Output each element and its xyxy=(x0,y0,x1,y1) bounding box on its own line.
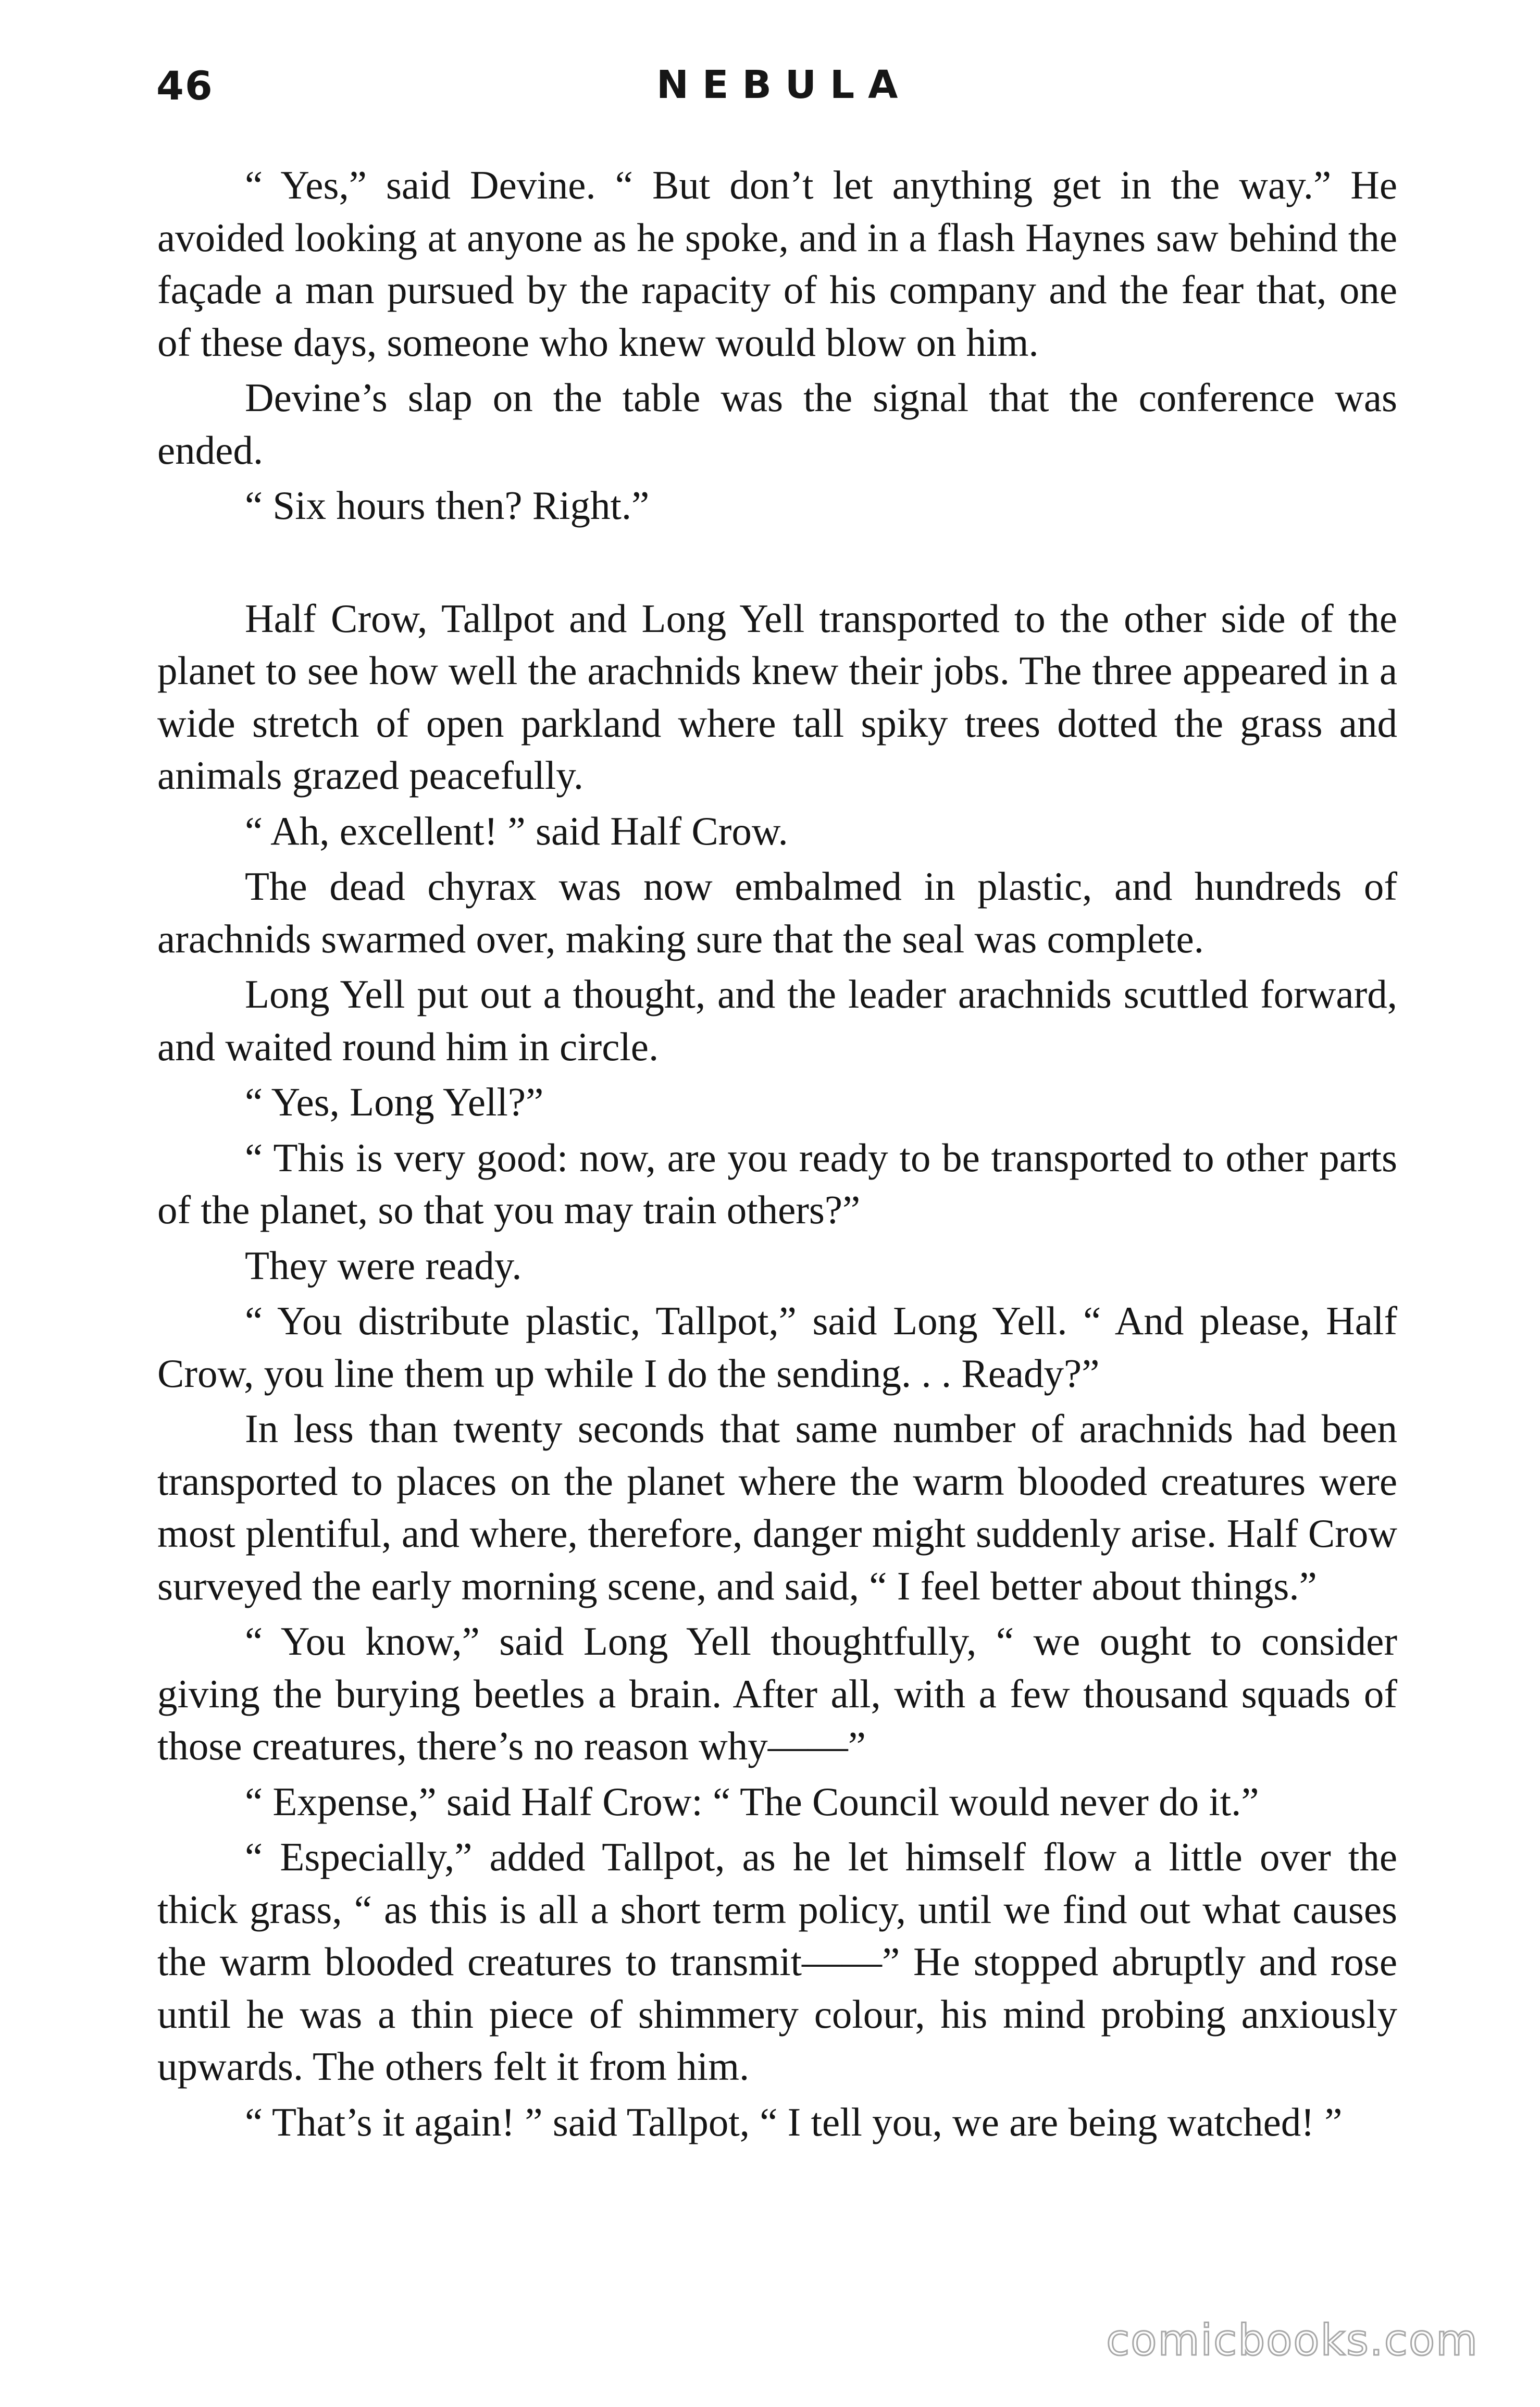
paragraph: Long Yell put out a thought, and the leader arachnids scuttled forward, and waited round him in circle. xyxy=(157,972,1397,1069)
paragraph: “ You know,” said Long Yell thoughtfully, “ we ought to consider giving the burying beetles a brain. After all, with a few thousand squads of those creatures, there’s no reason why——” xyxy=(157,1619,1397,1768)
paragraph: “ Expense,” said Half Crow: “ The Council would never do it.” xyxy=(245,1779,1259,1824)
body-text xyxy=(157,159,1397,2151)
running-head xyxy=(156,63,1396,125)
section-break xyxy=(157,535,1397,592)
journal-title: NEBULA xyxy=(656,63,912,107)
paragraph: In less than twenty seconds that same number of arachnids had been transported to places on the planet where the warm blooded creatures were most plentiful, and where, therefore, danger might suddenly arise. Half Crow surveyed the early morning scene, and said, “ I feel better about things.” xyxy=(157,1406,1397,1608)
paragraph: Half Crow, Tallpot and Long Yell transported to the other side of the planet to see how well the arachnids knew their jobs. The three appeared in a wide stretch of open parkland where tall spiky trees dotted the grass and animals grazed peacefully. xyxy=(157,595,1397,798)
page-number: 46 xyxy=(156,63,214,109)
watermark: comicbooks.com xyxy=(1106,2316,1479,2365)
paragraph: Devine’s slap on the table was the signal that the conference was ended. xyxy=(157,375,1397,473)
paragraph: “ Ah, excellent! ” said Half Crow. xyxy=(245,808,788,853)
paragraph: “ You distribute plastic, Tallpot,” said Long Yell. “ And please, Half Crow, you line them up while I do the sending. . . Ready?” xyxy=(157,1298,1397,1396)
paragraph: “ This is very good: now, are you ready to be transported to other parts of the planet, so that you may train others?” xyxy=(157,1135,1397,1232)
paragraph: “ Yes,” said Devine. “ But don’t let anything get in the way.” He avoided looking at anyone as he spoke, and in a flash Haynes saw behind the façade a man pursued by the rapacity of his company and the fear that, one of these days, someone who knew would blow on him. xyxy=(157,163,1397,365)
paragraph: They were ready. xyxy=(245,1243,522,1288)
paragraph: “ Especially,” added Tallpot, as he let himself flow a little over the thick grass, “ as this is all a short term policy, until we find out what causes the warm blooded creatures to transmit——” He stopped abruptly and rose until he was a thin piece of shimmery colour, his mind probing anxiously upwards. The others felt it from him. xyxy=(157,1834,1397,2089)
paragraph: The dead chyrax was now embalmed in plastic, and hundreds of arachnids swarmed over, making sure that the seal was complete. xyxy=(157,864,1397,961)
paragraph: “ That’s it again! ” said Tallpot, “ I tell you, we are being watched! ” xyxy=(245,2099,1343,2144)
paragraph: “ Yes, Long Yell?” xyxy=(245,1080,544,1124)
paragraph: “ Six hours then? Right.” xyxy=(245,483,650,528)
